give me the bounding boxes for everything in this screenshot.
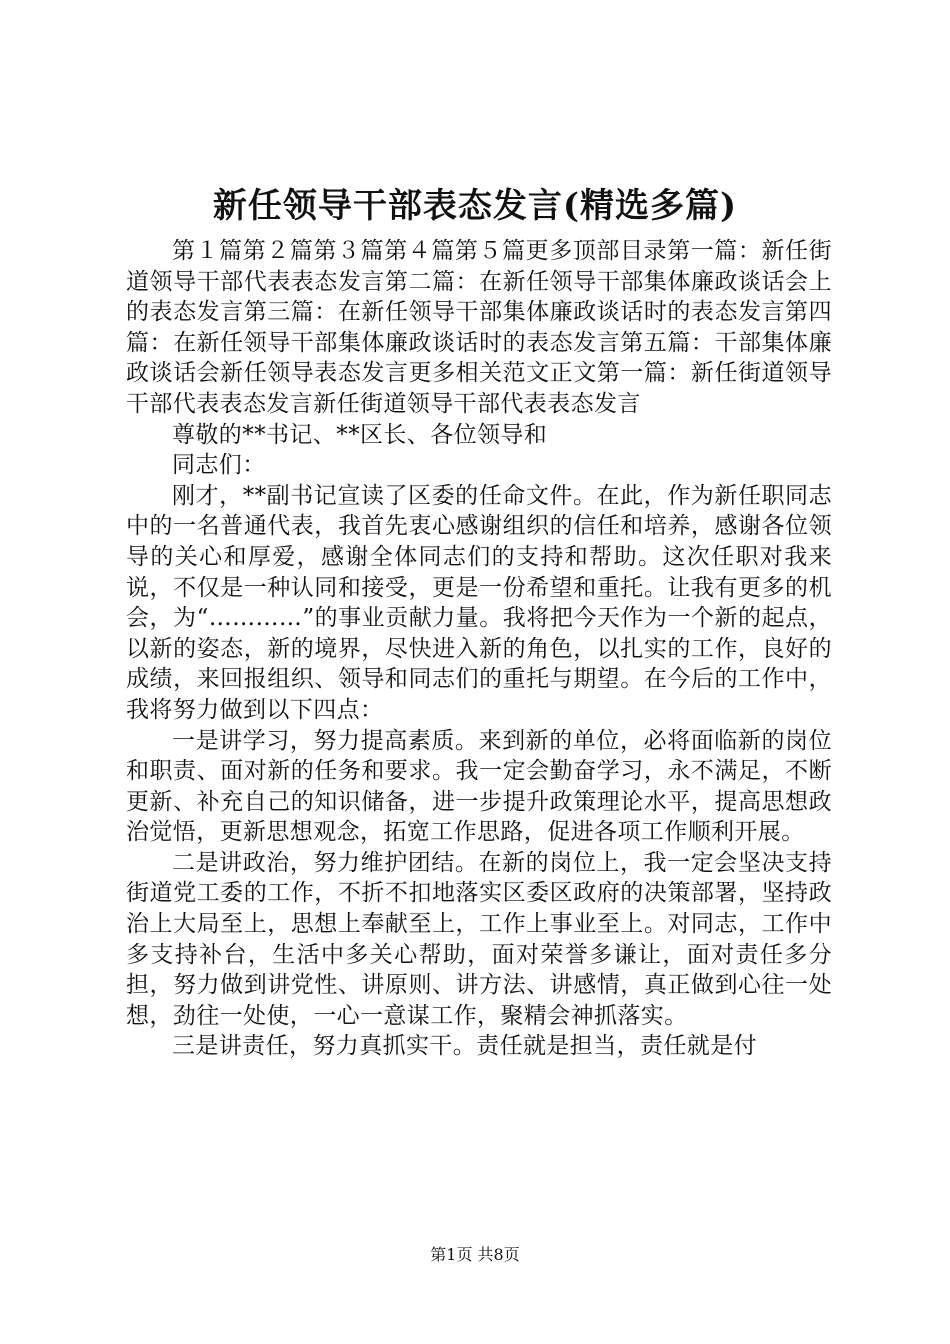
paragraph-salutation-comrades: 同志们： <box>172 452 266 479</box>
page-footer: 第1页 共8页 <box>430 1245 520 1264</box>
paragraph-opening: 刚才，**副书记宣读了区委的任命文件。在此，作为新任职同志中的一名普通代表，我首先衷心感谢组织的信任和培养，感谢各位领导的关心和厚爱，感谢全体同志们的支持和帮助。这次任职对我来说，不仅是一种认同和接受，更是一份希望和重托。让我有更多的机会，为“…………”的事业贡献力量。我将把今天作为一个新的起点，以新的姿态，新的境界，尽快进入新的角色，以扎实的工作，良好的成绩，来回报组织、领导和同志们的重托与期望。在今后的工作中，我将努力做到以下四点： <box>126 482 832 723</box>
paragraph-salutation: 尊敬的**书记、**区长、各位领导和 <box>172 421 548 448</box>
paragraph-point-three: 三是讲责任，努力真抓实干。责任就是担当，责任就是付 <box>172 1033 757 1060</box>
paragraph-table-of-contents: 第１篇第２篇第３篇第４篇第５篇更多顶部目录第一篇：新任街道领导干部代表表态发言第二篇：在新任领导干部集体廉政谈话会上的表态发言第三篇：在新任领导干部集体廉政谈话时的表态发言第四篇：在新任领导干部集体廉政谈话时的表态发言第五篇：干部集体廉政谈话会新任领导表态发言更多相关范文正文第一篇：新任街道领导干部代表表态发言新任街道领导干部代表表态发言 <box>126 238 832 417</box>
document-body <box>126 236 832 1062</box>
paragraph-point-two: 二是讲政治，努力维护团结。在新的岗位上，我一定会坚决支持街道党工委的工作，不折不扣地落实区委区政府的决策部署，坚持政治上大局至上，思想上奉献至上，工作上事业至上。对同志，工作中多支持补台，生活中多关心帮助，面对荣誉多谦让，面对责任多分担，努力做到讲党性、讲原则、讲方法、讲感情，真正做到心往一处想，劲往一处使，一心一意谋工作，聚精会神抓落实。 <box>126 849 832 1029</box>
document-title: 新任领导干部表态发言(精选多篇) <box>212 186 738 226</box>
paragraph-point-one: 一是讲学习，努力提高素质。来到新的单位，必将面临新的岗位和职责、面对新的任务和要求。我一定会勤奋学习，永不满足，不断更新、补充自己的知识储备，进一步提升政策理论水平，提高思想政治觉悟，更新思想观念，拓宽工作思路，促进各项工作顺利开展。 <box>126 727 832 846</box>
